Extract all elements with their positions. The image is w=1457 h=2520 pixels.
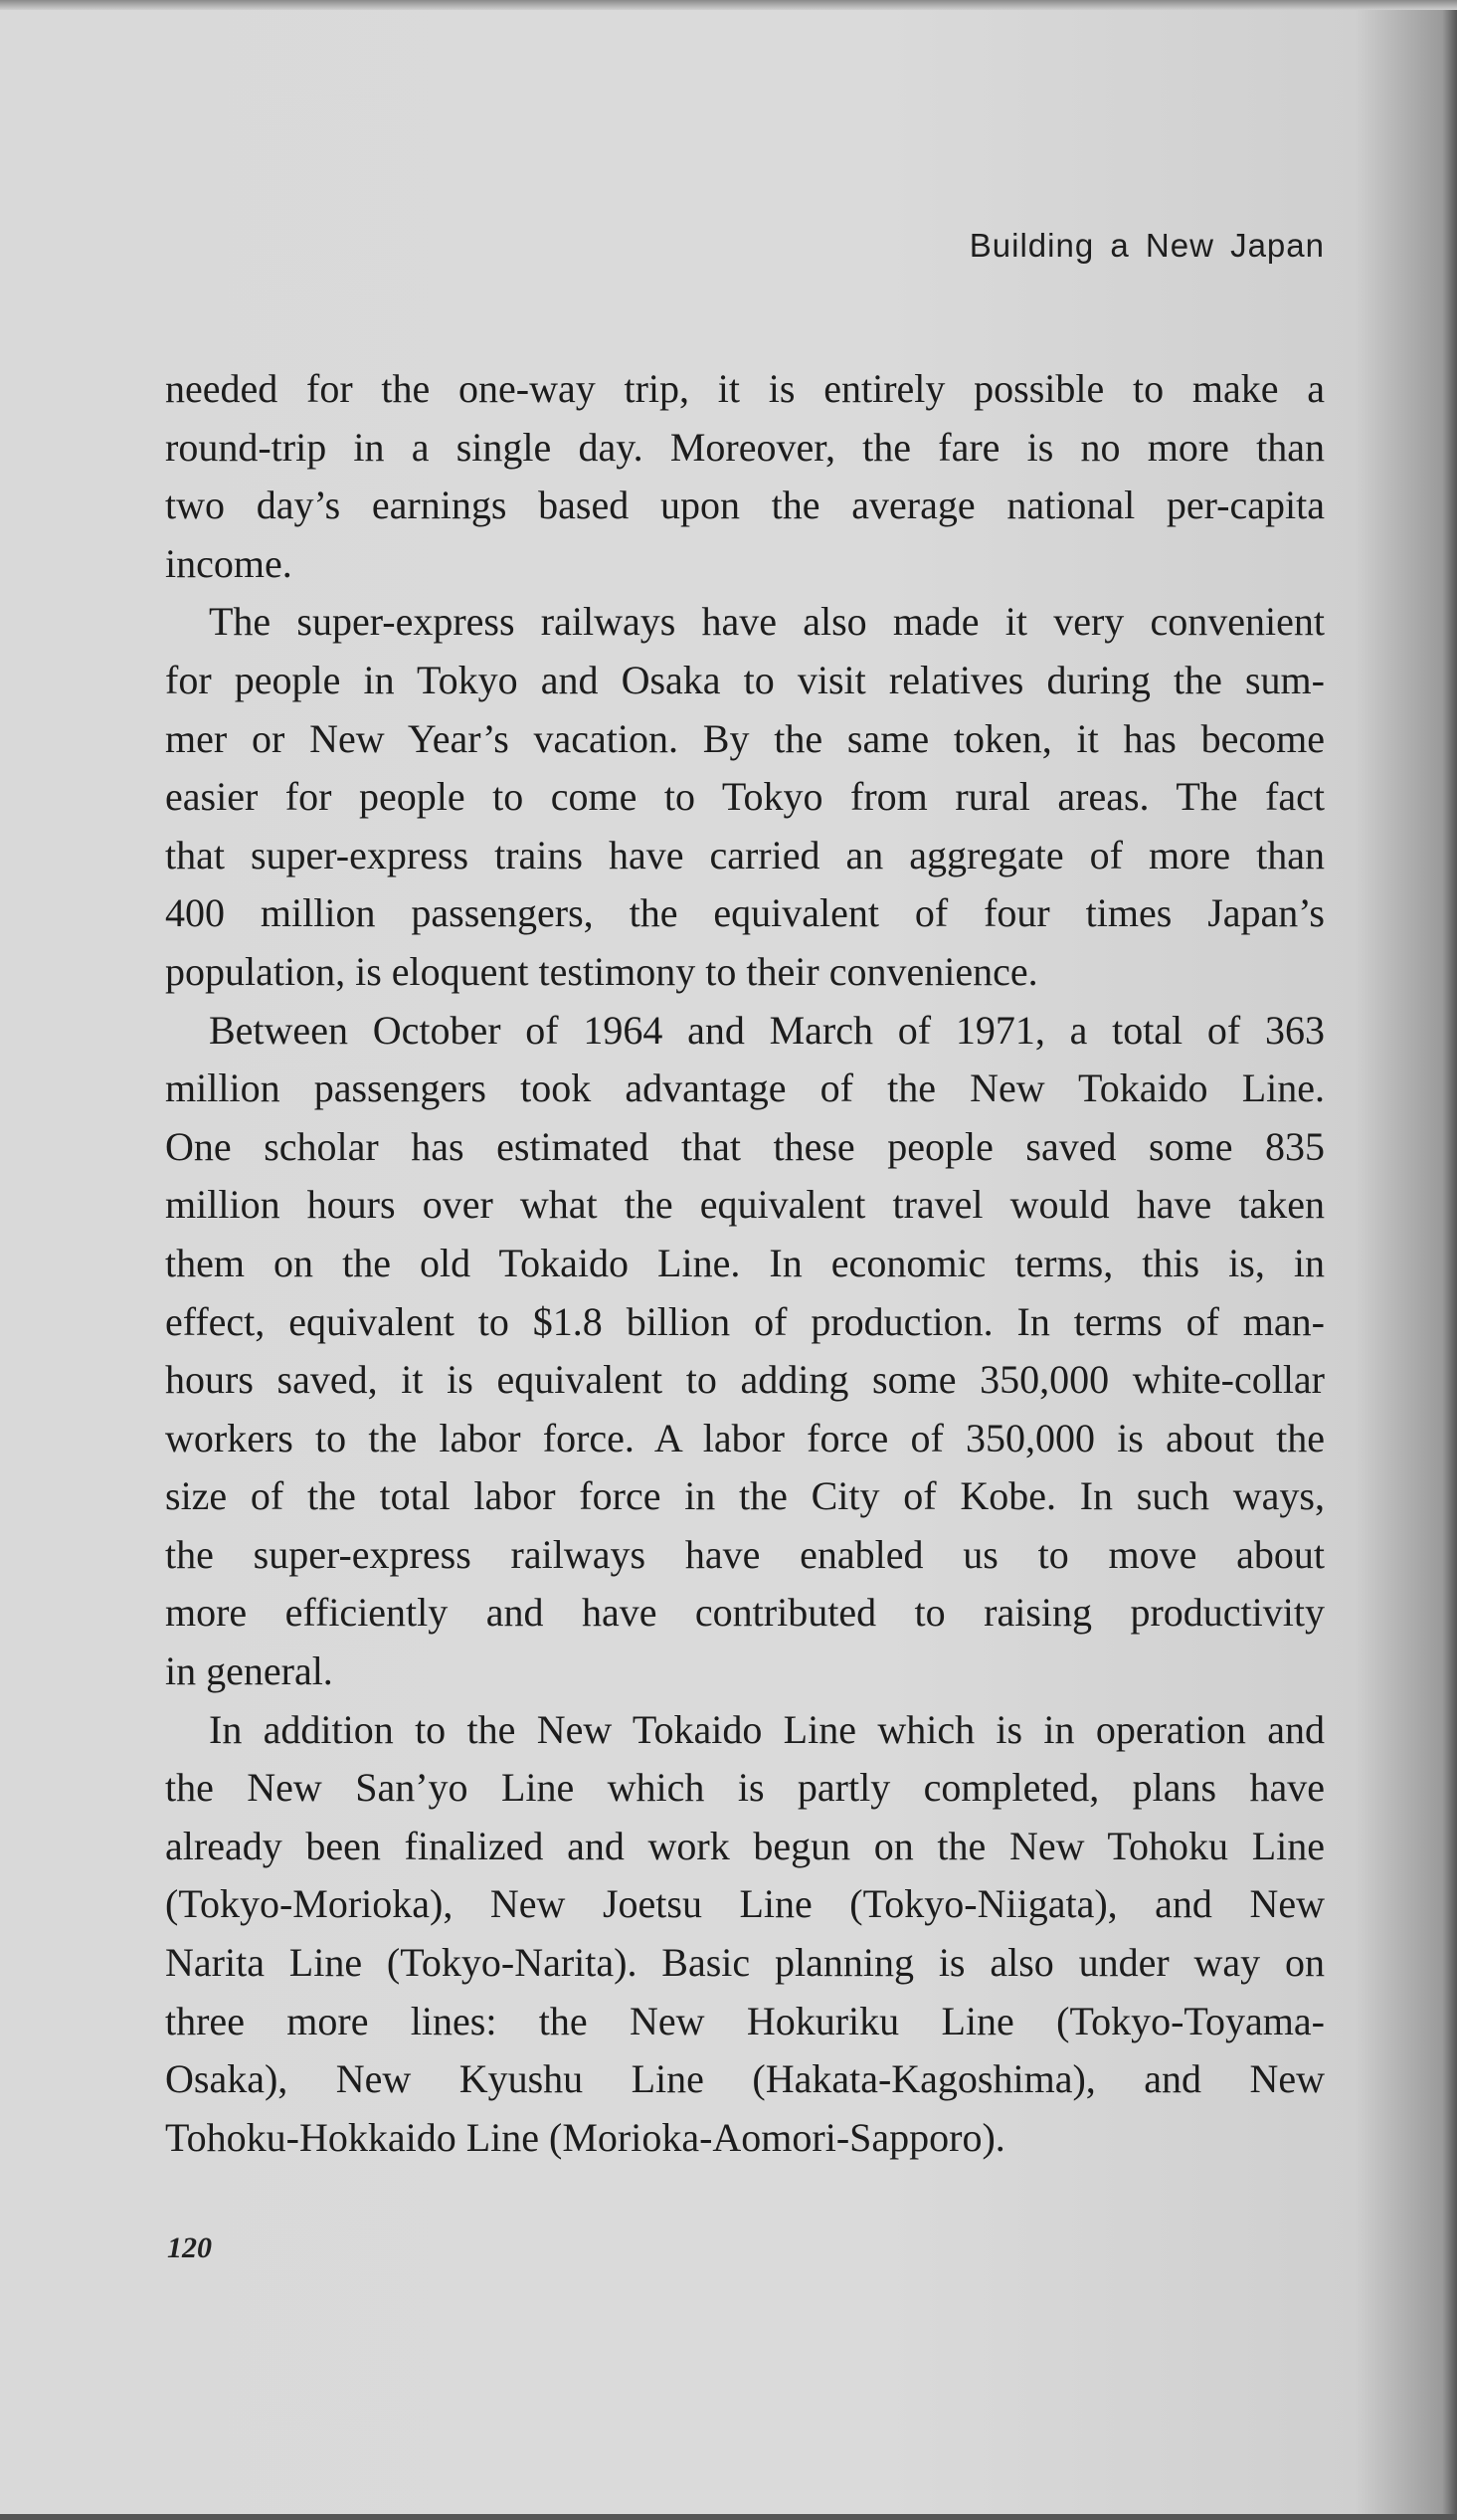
text-line: Between October of 1964 and March of 1971, a total of 363	[209, 1007, 1325, 1053]
text-line: million passengers took advantage of the New Tokaido Line.	[165, 1066, 1325, 1111]
text-line: One scholar has estimated that these people saved some 835	[165, 1123, 1325, 1169]
text-line: three more lines: the New Hokuriku Line (Tokyo-Toyama-	[165, 1998, 1325, 2043]
text-line: mer or New Year’s vacation. By the same token, it has become	[165, 715, 1325, 761]
text-line: workers to the labor force. A labor force of 350,000 is about the	[165, 1415, 1325, 1460]
text-line: in general.	[165, 1648, 333, 1694]
text-line: already been finalized and work begun on the New Tohoku Line	[165, 1823, 1325, 1868]
text-line: The super-express railways have also made it very convenient	[209, 599, 1325, 645]
text-line: the super-express railways have enabled us to move about	[165, 1531, 1325, 1577]
text-line: (Tokyo-Morioka), New Joetsu Line (Tokyo-Niigata), and New	[165, 1881, 1325, 1927]
text-line: easier for people to come to Tokyo from rural areas. The fact	[165, 774, 1325, 820]
page-bottom-edge	[0, 2514, 1457, 2520]
text-line: round-trip in a single day. Moreover, the fare is no more than	[165, 424, 1325, 470]
text-line: population, is eloquent testimony to their convenience.	[165, 948, 1038, 994]
text-line: In addition to the New Tokaido Line which is in operation and	[209, 1706, 1325, 1752]
text-line: that super-express trains have carried an aggregate of more than	[165, 832, 1325, 877]
text-line: for people in Tokyo and Osaka to visit relatives during the sum-	[165, 657, 1325, 702]
text-line: the New San’yo Line which is partly completed, plans have	[165, 1765, 1325, 1811]
text-line: million hours over what the equivalent travel would have taken	[165, 1182, 1325, 1228]
page-number: 120	[167, 2231, 212, 2264]
text-line: size of the total labor force in the City of Kobe. In such ways,	[165, 1473, 1325, 1519]
text-line: 400 million passengers, the equivalent of four times Japan’s	[165, 890, 1325, 936]
text-line: more efficiently and have contributed to raising productivity	[165, 1590, 1325, 1636]
text-line: Narita Line (Tokyo-Narita). Basic planning is also under way on	[165, 1940, 1325, 1986]
body-text	[165, 360, 1325, 2167]
running-header: Building a New Japan	[969, 227, 1325, 264]
text-line: hours saved, it is equivalent to adding some 350,000 white-collar	[165, 1357, 1325, 1403]
text-line: effect, equivalent to $1.8 billion of production. In terms of man-	[165, 1298, 1325, 1344]
text-line: needed for the one-way trip, it is entirely possible to make a	[165, 366, 1325, 411]
text-line: them on the old Tokaido Line. In economic terms, this is, in	[165, 1240, 1325, 1285]
text-line: Tohoku-Hokkaido Line (Morioka-Aomori-Sapporo).	[165, 2114, 1005, 2160]
text-line: Osaka), New Kyushu Line (Hakata-Kagoshima), and New	[165, 2056, 1325, 2102]
text-line: two day’s earnings based upon the average national per-capita	[165, 483, 1325, 528]
text-line: income.	[165, 540, 292, 586]
page-top-edge	[0, 0, 1457, 10]
